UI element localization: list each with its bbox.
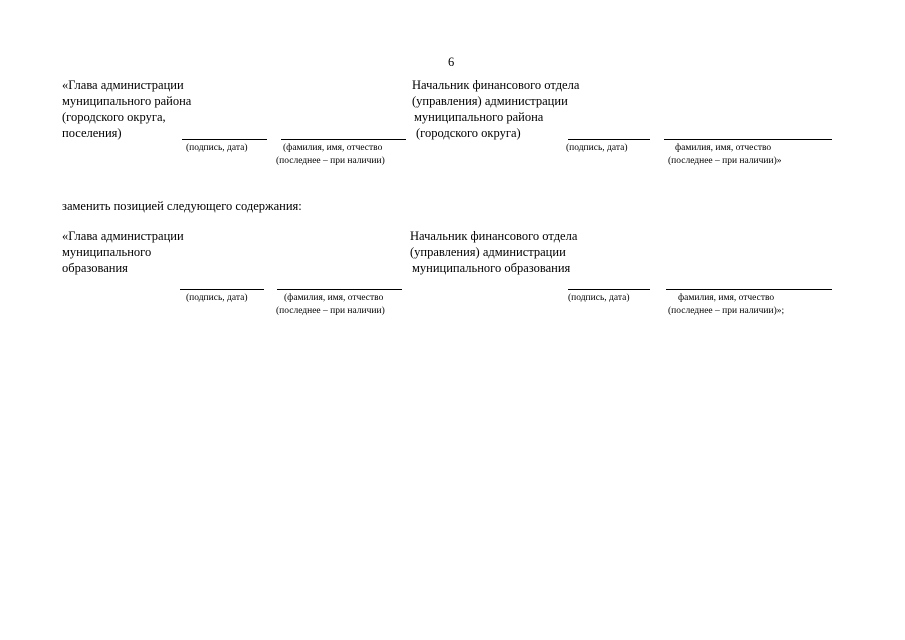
block1-left-title-line4: поселения): [62, 126, 122, 140]
block1-right-title-line2: (управления) администрации: [412, 94, 568, 108]
block2-left-title-line1: «Глава администрации: [62, 229, 184, 243]
block1-left-title-line1: «Глава администрации: [62, 78, 184, 92]
block2-right-signature-line: [568, 289, 650, 290]
block2-left-name-caption-line1: (фамилия, имя, отчество: [284, 293, 384, 303]
block1-left-name-line: [281, 139, 406, 140]
block1-right-name-caption-line2: (последнее – при наличии)»: [668, 156, 782, 166]
block2-left-signature-caption: (подпись, дата): [186, 293, 248, 303]
block2-right-name-caption-line2: (последнее – при наличии)»;: [668, 306, 785, 316]
block1-right-name-line: [664, 139, 832, 140]
block1-left-title-line3: (городского округа,: [62, 110, 166, 124]
replacement-instruction: заменить позицией следующего содержания:: [62, 199, 302, 213]
block2-left-name-caption-line2: (последнее – при наличии): [276, 306, 385, 316]
block1-right-name-caption-line1: фамилия, имя, отчество: [675, 143, 772, 153]
block1-left-signature-caption: (подпись, дата): [186, 143, 248, 153]
block2-right-name-line: [666, 289, 832, 290]
block1-left-signature-line: [182, 139, 267, 140]
block1-left-title-line2: муниципального района: [62, 94, 192, 108]
block2-right-title-line1: Начальник финансового отдела: [410, 229, 578, 243]
block1-right-title-line1: Начальник финансового отдела: [412, 78, 580, 92]
block1-right-title-line3: муниципального района: [414, 110, 544, 124]
block2-right-signature-caption: (подпись, дата): [568, 293, 630, 303]
block2-left-title-line3: образования: [62, 261, 128, 275]
block2-left-title-line2: муниципального: [62, 245, 152, 259]
block2-left-signature-line: [180, 289, 264, 290]
block2-right-title-line3: муниципального образования: [412, 261, 571, 275]
block1-left-name-caption-line1: (фамилия, имя, отчество: [283, 143, 383, 153]
block1-right-title-line4: (городского округа): [416, 126, 521, 140]
block1-right-signature-line: [568, 139, 650, 140]
block2-right-title-line2: (управления) администрации: [410, 245, 566, 259]
block1-left-name-caption-line2: (последнее – при наличии): [276, 156, 385, 166]
block2-left-name-line: [277, 289, 402, 290]
block2-right-name-caption-line1: фамилия, имя, отчество: [678, 293, 775, 303]
page-number: 6: [448, 55, 455, 69]
block1-right-signature-caption: (подпись, дата): [566, 143, 628, 153]
